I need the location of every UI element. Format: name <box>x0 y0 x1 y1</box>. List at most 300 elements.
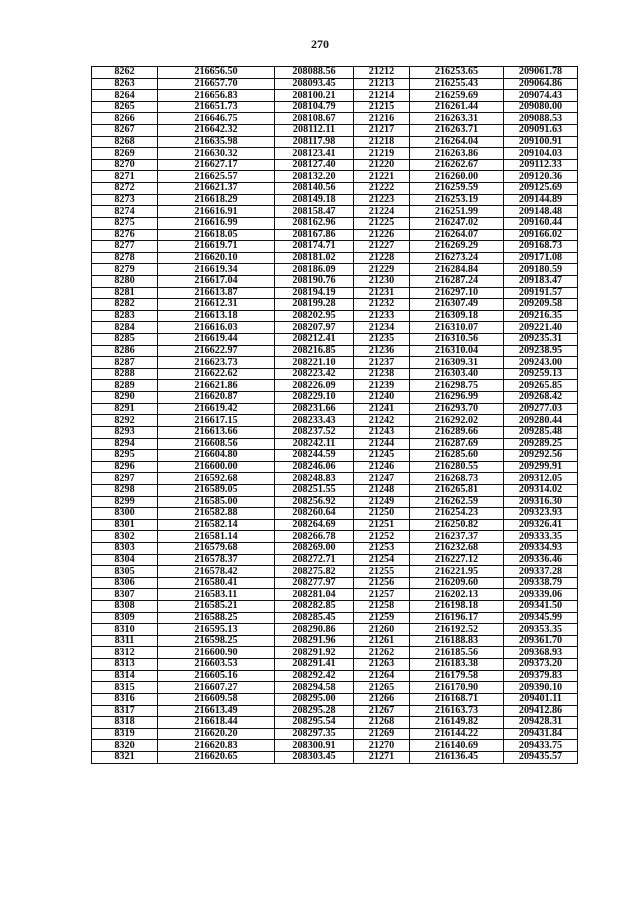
table-row <box>92 206 578 218</box>
cell-x-coordinate-left: 216612.31 <box>158 299 275 311</box>
cell-y-coordinate-right: 209373.20 <box>504 659 578 671</box>
cell-x-coordinate-left: 216627.17 <box>158 159 275 171</box>
table-row <box>92 438 578 450</box>
cell-y-coordinate-left: 208181.02 <box>275 252 354 264</box>
cell-point-id-right: 21242 <box>354 415 410 427</box>
cell-point-id-left: 8265 <box>92 101 158 113</box>
cell-x-coordinate-left: 216589.05 <box>158 484 275 496</box>
cell-x-coordinate-right: 216202.13 <box>410 589 504 601</box>
cell-x-coordinate-right: 216292.02 <box>410 415 504 427</box>
cell-y-coordinate-left: 208223.42 <box>275 368 354 380</box>
cell-x-coordinate-right: 216251.99 <box>410 206 504 218</box>
cell-x-coordinate-right: 216168.71 <box>410 693 504 705</box>
table-row <box>92 148 578 160</box>
cell-x-coordinate-right: 216296.99 <box>410 392 504 404</box>
cell-point-id-left: 8263 <box>92 78 158 90</box>
cell-point-id-left: 8287 <box>92 357 158 369</box>
cell-point-id-left: 8284 <box>92 322 158 334</box>
cell-y-coordinate-right: 209171.08 <box>504 252 578 264</box>
cell-y-coordinate-left: 208297.35 <box>275 728 354 740</box>
cell-x-coordinate-right: 216185.56 <box>410 647 504 659</box>
cell-point-id-right: 21260 <box>354 624 410 636</box>
cell-y-coordinate-left: 208294.58 <box>275 682 354 694</box>
cell-point-id-left: 8293 <box>92 426 158 438</box>
cell-y-coordinate-left: 208295.28 <box>275 705 354 717</box>
cell-y-coordinate-right: 209209.58 <box>504 299 578 311</box>
table-row <box>92 473 578 485</box>
cell-point-id-left: 8316 <box>92 693 158 705</box>
cell-point-id-right: 21265 <box>354 682 410 694</box>
cell-point-id-left: 8319 <box>92 728 158 740</box>
cell-point-id-left: 8274 <box>92 206 158 218</box>
cell-y-coordinate-right: 209435.57 <box>504 751 578 763</box>
cell-y-coordinate-right: 209401.11 <box>504 693 578 705</box>
cell-y-coordinate-right: 209125.69 <box>504 183 578 195</box>
cell-point-id-right: 21235 <box>354 334 410 346</box>
cell-x-coordinate-left: 216613.18 <box>158 310 275 322</box>
cell-point-id-left: 8280 <box>92 275 158 287</box>
cell-x-coordinate-left: 216619.71 <box>158 241 275 253</box>
cell-y-coordinate-right: 209361.70 <box>504 635 578 647</box>
table-row <box>92 693 578 705</box>
table-row <box>92 612 578 624</box>
table-body <box>92 67 578 764</box>
cell-y-coordinate-left: 208233.43 <box>275 415 354 427</box>
cell-point-id-right: 21257 <box>354 589 410 601</box>
coordinates-table <box>91 66 578 764</box>
cell-x-coordinate-right: 216287.24 <box>410 275 504 287</box>
cell-x-coordinate-right: 216263.86 <box>410 148 504 160</box>
cell-x-coordinate-left: 216618.05 <box>158 229 275 241</box>
cell-y-coordinate-right: 209412.86 <box>504 705 578 717</box>
cell-point-id-right: 21234 <box>354 322 410 334</box>
cell-point-id-left: 8278 <box>92 252 158 264</box>
cell-y-coordinate-left: 208290.86 <box>275 624 354 636</box>
cell-point-id-right: 21258 <box>354 601 410 613</box>
cell-x-coordinate-right: 216264.07 <box>410 229 504 241</box>
table-row <box>92 740 578 752</box>
cell-x-coordinate-left: 216620.87 <box>158 392 275 404</box>
table-row <box>92 171 578 183</box>
cell-x-coordinate-left: 216657.70 <box>158 78 275 90</box>
cell-y-coordinate-right: 209074.43 <box>504 90 578 102</box>
cell-y-coordinate-right: 209314.02 <box>504 484 578 496</box>
cell-point-id-right: 21224 <box>354 206 410 218</box>
cell-y-coordinate-left: 208246.06 <box>275 461 354 473</box>
cell-point-id-right: 21250 <box>354 508 410 520</box>
cell-x-coordinate-left: 216622.62 <box>158 368 275 380</box>
table-row <box>92 113 578 125</box>
table-row <box>92 252 578 264</box>
table-row <box>92 90 578 102</box>
cell-point-id-left: 8307 <box>92 589 158 601</box>
cell-point-id-right: 21223 <box>354 194 410 206</box>
cell-point-id-left: 8272 <box>92 183 158 195</box>
cell-point-id-left: 8270 <box>92 159 158 171</box>
cell-y-coordinate-left: 208244.59 <box>275 450 354 462</box>
cell-y-coordinate-left: 208104.79 <box>275 101 354 113</box>
cell-x-coordinate-right: 216170.90 <box>410 682 504 694</box>
table-row <box>92 589 578 601</box>
cell-y-coordinate-left: 208291.92 <box>275 647 354 659</box>
cell-y-coordinate-right: 209431.84 <box>504 728 578 740</box>
cell-point-id-left: 8279 <box>92 264 158 276</box>
cell-point-id-right: 21241 <box>354 403 410 415</box>
cell-y-coordinate-left: 208221.10 <box>275 357 354 369</box>
cell-y-coordinate-right: 209337.28 <box>504 566 578 578</box>
cell-point-id-left: 8318 <box>92 717 158 729</box>
cell-point-id-right: 21246 <box>354 461 410 473</box>
table-row <box>92 717 578 729</box>
cell-y-coordinate-left: 208264.69 <box>275 519 354 531</box>
cell-y-coordinate-right: 209166.02 <box>504 229 578 241</box>
cell-y-coordinate-left: 208226.09 <box>275 380 354 392</box>
cell-y-coordinate-left: 208295.54 <box>275 717 354 729</box>
cell-y-coordinate-right: 209091.63 <box>504 125 578 137</box>
cell-y-coordinate-left: 208127.40 <box>275 159 354 171</box>
cell-point-id-right: 21255 <box>354 566 410 578</box>
table-row <box>92 101 578 113</box>
cell-y-coordinate-right: 209312.05 <box>504 473 578 485</box>
cell-x-coordinate-left: 216600.00 <box>158 461 275 473</box>
table-row <box>92 217 578 229</box>
cell-x-coordinate-left: 216635.98 <box>158 136 275 148</box>
cell-x-coordinate-left: 216607.27 <box>158 682 275 694</box>
cell-point-id-right: 21237 <box>354 357 410 369</box>
cell-point-id-left: 8294 <box>92 438 158 450</box>
cell-y-coordinate-right: 209280.44 <box>504 415 578 427</box>
cell-point-id-right: 21249 <box>354 496 410 508</box>
cell-point-id-right: 21247 <box>354 473 410 485</box>
table-row <box>92 682 578 694</box>
table-row <box>92 647 578 659</box>
cell-y-coordinate-left: 208117.98 <box>275 136 354 148</box>
cell-y-coordinate-left: 208088.56 <box>275 67 354 79</box>
cell-x-coordinate-right: 216310.07 <box>410 322 504 334</box>
cell-x-coordinate-right: 216227.12 <box>410 554 504 566</box>
cell-x-coordinate-right: 216250.82 <box>410 519 504 531</box>
cell-point-id-right: 21248 <box>354 484 410 496</box>
cell-point-id-left: 8264 <box>92 90 158 102</box>
cell-x-coordinate-right: 216298.75 <box>410 380 504 392</box>
cell-point-id-right: 21259 <box>354 612 410 624</box>
cell-y-coordinate-right: 209216.35 <box>504 310 578 322</box>
table-row <box>92 751 578 763</box>
cell-x-coordinate-right: 216307.49 <box>410 299 504 311</box>
cell-x-coordinate-right: 216293.70 <box>410 403 504 415</box>
cell-y-coordinate-right: 209180.59 <box>504 264 578 276</box>
cell-x-coordinate-left: 216630.32 <box>158 148 275 160</box>
cell-y-coordinate-right: 209120.36 <box>504 171 578 183</box>
cell-y-coordinate-left: 208162.96 <box>275 217 354 229</box>
cell-y-coordinate-left: 208093.45 <box>275 78 354 90</box>
cell-point-id-right: 21256 <box>354 577 410 589</box>
table-row <box>92 78 578 90</box>
cell-x-coordinate-right: 216254.23 <box>410 508 504 520</box>
cell-y-coordinate-right: 209235.31 <box>504 334 578 346</box>
cell-x-coordinate-right: 216232.68 <box>410 542 504 554</box>
cell-point-id-left: 8309 <box>92 612 158 624</box>
cell-point-id-right: 21261 <box>354 635 410 647</box>
cell-y-coordinate-left: 208256.92 <box>275 496 354 508</box>
table-row <box>92 322 578 334</box>
cell-y-coordinate-left: 208207.97 <box>275 322 354 334</box>
cell-x-coordinate-left: 216642.32 <box>158 125 275 137</box>
table-row <box>92 496 578 508</box>
cell-point-id-right: 21218 <box>354 136 410 148</box>
cell-x-coordinate-right: 216262.59 <box>410 496 504 508</box>
table-row <box>92 577 578 589</box>
cell-point-id-left: 8304 <box>92 554 158 566</box>
cell-y-coordinate-left: 208281.04 <box>275 589 354 601</box>
table-row <box>92 624 578 636</box>
table-row <box>92 334 578 346</box>
cell-y-coordinate-left: 208149.18 <box>275 194 354 206</box>
cell-point-id-left: 8271 <box>92 171 158 183</box>
cell-y-coordinate-left: 208251.55 <box>275 484 354 496</box>
cell-y-coordinate-right: 209433.75 <box>504 740 578 752</box>
cell-point-id-left: 8283 <box>92 310 158 322</box>
cell-x-coordinate-right: 216303.40 <box>410 368 504 380</box>
cell-y-coordinate-right: 209183.47 <box>504 275 578 287</box>
cell-point-id-right: 21233 <box>354 310 410 322</box>
cell-point-id-left: 8269 <box>92 148 158 160</box>
cell-point-id-right: 21266 <box>354 693 410 705</box>
table-row <box>92 659 578 671</box>
cell-x-coordinate-left: 216582.14 <box>158 519 275 531</box>
cell-point-id-right: 21215 <box>354 101 410 113</box>
cell-x-coordinate-right: 216263.71 <box>410 125 504 137</box>
table-row <box>92 264 578 276</box>
cell-y-coordinate-left: 208199.28 <box>275 299 354 311</box>
table-row <box>92 299 578 311</box>
cell-y-coordinate-right: 209368.93 <box>504 647 578 659</box>
cell-x-coordinate-right: 216260.00 <box>410 171 504 183</box>
table-row <box>92 275 578 287</box>
cell-x-coordinate-left: 216619.34 <box>158 264 275 276</box>
cell-point-id-left: 8302 <box>92 531 158 543</box>
cell-y-coordinate-left: 208216.85 <box>275 345 354 357</box>
cell-y-coordinate-left: 208282.85 <box>275 601 354 613</box>
cell-point-id-left: 8277 <box>92 241 158 253</box>
cell-point-id-right: 21264 <box>354 670 410 682</box>
cell-y-coordinate-left: 208158.47 <box>275 206 354 218</box>
cell-y-coordinate-left: 208231.66 <box>275 403 354 415</box>
cell-point-id-left: 8275 <box>92 217 158 229</box>
table-row <box>92 461 578 473</box>
cell-point-id-right: 21231 <box>354 287 410 299</box>
cell-y-coordinate-right: 209104.03 <box>504 148 578 160</box>
cell-x-coordinate-left: 216585.00 <box>158 496 275 508</box>
cell-point-id-left: 8301 <box>92 519 158 531</box>
cell-x-coordinate-left: 216621.37 <box>158 183 275 195</box>
cell-x-coordinate-right: 216209.60 <box>410 577 504 589</box>
cell-x-coordinate-left: 216578.37 <box>158 554 275 566</box>
cell-point-id-left: 8312 <box>92 647 158 659</box>
table-row <box>92 531 578 543</box>
cell-x-coordinate-left: 216600.90 <box>158 647 275 659</box>
cell-x-coordinate-left: 216579.68 <box>158 542 275 554</box>
cell-y-coordinate-right: 209277.03 <box>504 403 578 415</box>
cell-y-coordinate-right: 209341.50 <box>504 601 578 613</box>
cell-point-id-left: 8296 <box>92 461 158 473</box>
cell-y-coordinate-left: 208272.71 <box>275 554 354 566</box>
cell-point-id-left: 8315 <box>92 682 158 694</box>
cell-y-coordinate-right: 209112.33 <box>504 159 578 171</box>
table-row <box>92 484 578 496</box>
cell-x-coordinate-left: 216588.25 <box>158 612 275 624</box>
cell-point-id-left: 8297 <box>92 473 158 485</box>
cell-y-coordinate-left: 208123.41 <box>275 148 354 160</box>
cell-point-id-left: 8273 <box>92 194 158 206</box>
cell-x-coordinate-left: 216592.68 <box>158 473 275 485</box>
cell-y-coordinate-right: 209064.86 <box>504 78 578 90</box>
cell-x-coordinate-right: 216259.59 <box>410 183 504 195</box>
cell-y-coordinate-right: 209061.78 <box>504 67 578 79</box>
cell-y-coordinate-left: 208174.71 <box>275 241 354 253</box>
cell-y-coordinate-right: 209336.46 <box>504 554 578 566</box>
cell-point-id-left: 8320 <box>92 740 158 752</box>
table-row <box>92 403 578 415</box>
cell-x-coordinate-right: 216253.19 <box>410 194 504 206</box>
cell-y-coordinate-left: 208237.52 <box>275 426 354 438</box>
cell-x-coordinate-left: 216656.50 <box>158 67 275 79</box>
cell-point-id-right: 21212 <box>354 67 410 79</box>
cell-x-coordinate-right: 216188.83 <box>410 635 504 647</box>
cell-x-coordinate-left: 216609.58 <box>158 693 275 705</box>
table-row <box>92 229 578 241</box>
cell-x-coordinate-left: 216619.44 <box>158 334 275 346</box>
cell-point-id-left: 8288 <box>92 368 158 380</box>
cell-x-coordinate-left: 216620.83 <box>158 740 275 752</box>
cell-point-id-right: 21222 <box>354 183 410 195</box>
cell-point-id-left: 8298 <box>92 484 158 496</box>
cell-point-id-right: 21270 <box>354 740 410 752</box>
cell-point-id-right: 21244 <box>354 438 410 450</box>
cell-y-coordinate-right: 209160.44 <box>504 217 578 229</box>
cell-x-coordinate-left: 216618.44 <box>158 717 275 729</box>
table-row <box>92 67 578 79</box>
table-row <box>92 310 578 322</box>
cell-x-coordinate-left: 216620.20 <box>158 728 275 740</box>
cell-x-coordinate-left: 216613.49 <box>158 705 275 717</box>
cell-x-coordinate-right: 216265.81 <box>410 484 504 496</box>
cell-x-coordinate-right: 216268.73 <box>410 473 504 485</box>
cell-y-coordinate-right: 209259.13 <box>504 368 578 380</box>
cell-y-coordinate-left: 208260.64 <box>275 508 354 520</box>
cell-x-coordinate-right: 216269.29 <box>410 241 504 253</box>
table-row <box>92 159 578 171</box>
table-row <box>92 345 578 357</box>
cell-y-coordinate-left: 208132.20 <box>275 171 354 183</box>
table-row <box>92 508 578 520</box>
table-row <box>92 635 578 647</box>
cell-y-coordinate-right: 209088.53 <box>504 113 578 125</box>
cell-point-id-right: 21217 <box>354 125 410 137</box>
cell-x-coordinate-left: 216622.97 <box>158 345 275 357</box>
cell-x-coordinate-right: 216253.65 <box>410 67 504 79</box>
cell-point-id-left: 8286 <box>92 345 158 357</box>
cell-x-coordinate-left: 216578.42 <box>158 566 275 578</box>
cell-x-coordinate-right: 216255.43 <box>410 78 504 90</box>
cell-point-id-left: 8285 <box>92 334 158 346</box>
table-row <box>92 566 578 578</box>
cell-point-id-right: 21216 <box>354 113 410 125</box>
cell-y-coordinate-right: 209345.99 <box>504 612 578 624</box>
cell-x-coordinate-right: 216196.17 <box>410 612 504 624</box>
cell-x-coordinate-right: 216280.55 <box>410 461 504 473</box>
cell-x-coordinate-left: 216616.99 <box>158 217 275 229</box>
cell-point-id-left: 8311 <box>92 635 158 647</box>
cell-x-coordinate-left: 216617.04 <box>158 275 275 287</box>
cell-y-coordinate-right: 209144.89 <box>504 194 578 206</box>
table-row <box>92 728 578 740</box>
table-row <box>92 241 578 253</box>
cell-point-id-left: 8314 <box>92 670 158 682</box>
cell-y-coordinate-right: 209268.42 <box>504 392 578 404</box>
cell-point-id-left: 8267 <box>92 125 158 137</box>
cell-x-coordinate-left: 216581.14 <box>158 531 275 543</box>
cell-x-coordinate-right: 216136.45 <box>410 751 504 763</box>
cell-x-coordinate-right: 216310.56 <box>410 334 504 346</box>
cell-point-id-right: 21221 <box>354 171 410 183</box>
cell-x-coordinate-left: 216583.11 <box>158 589 275 601</box>
cell-x-coordinate-left: 216603.53 <box>158 659 275 671</box>
cell-point-id-right: 21230 <box>354 275 410 287</box>
cell-point-id-left: 8295 <box>92 450 158 462</box>
cell-x-coordinate-right: 216261.44 <box>410 101 504 113</box>
cell-point-id-left: 8289 <box>92 380 158 392</box>
cell-y-coordinate-left: 208266.78 <box>275 531 354 543</box>
cell-y-coordinate-right: 209338.79 <box>504 577 578 589</box>
cell-point-id-right: 21239 <box>354 380 410 392</box>
cell-y-coordinate-left: 208242.11 <box>275 438 354 450</box>
cell-y-coordinate-left: 208300.91 <box>275 740 354 752</box>
table-row <box>92 183 578 195</box>
cell-y-coordinate-left: 208291.41 <box>275 659 354 671</box>
cell-y-coordinate-left: 208291.96 <box>275 635 354 647</box>
table-row <box>92 380 578 392</box>
cell-point-id-right: 21271 <box>354 751 410 763</box>
cell-y-coordinate-left: 208100.21 <box>275 90 354 102</box>
cell-point-id-right: 21232 <box>354 299 410 311</box>
cell-y-coordinate-left: 208190.76 <box>275 275 354 287</box>
table-row <box>92 601 578 613</box>
cell-x-coordinate-left: 216620.65 <box>158 751 275 763</box>
cell-y-coordinate-right: 209316.30 <box>504 496 578 508</box>
cell-point-id-right: 21227 <box>354 241 410 253</box>
cell-point-id-left: 8266 <box>92 113 158 125</box>
cell-y-coordinate-right: 209265.85 <box>504 380 578 392</box>
cell-x-coordinate-left: 216608.56 <box>158 438 275 450</box>
cell-x-coordinate-right: 216149.82 <box>410 717 504 729</box>
cell-x-coordinate-right: 216140.69 <box>410 740 504 752</box>
cell-point-id-left: 8321 <box>92 751 158 763</box>
cell-y-coordinate-right: 209390.10 <box>504 682 578 694</box>
cell-point-id-right: 21228 <box>354 252 410 264</box>
table-row <box>92 519 578 531</box>
cell-x-coordinate-left: 216598.25 <box>158 635 275 647</box>
cell-point-id-right: 21253 <box>354 542 410 554</box>
cell-y-coordinate-right: 209339.06 <box>504 589 578 601</box>
cell-x-coordinate-left: 216617.15 <box>158 415 275 427</box>
cell-y-coordinate-right: 209238.95 <box>504 345 578 357</box>
cell-point-id-left: 8299 <box>92 496 158 508</box>
table-row <box>92 670 578 682</box>
cell-point-id-right: 21268 <box>354 717 410 729</box>
cell-y-coordinate-right: 209100.91 <box>504 136 578 148</box>
table-row <box>92 415 578 427</box>
